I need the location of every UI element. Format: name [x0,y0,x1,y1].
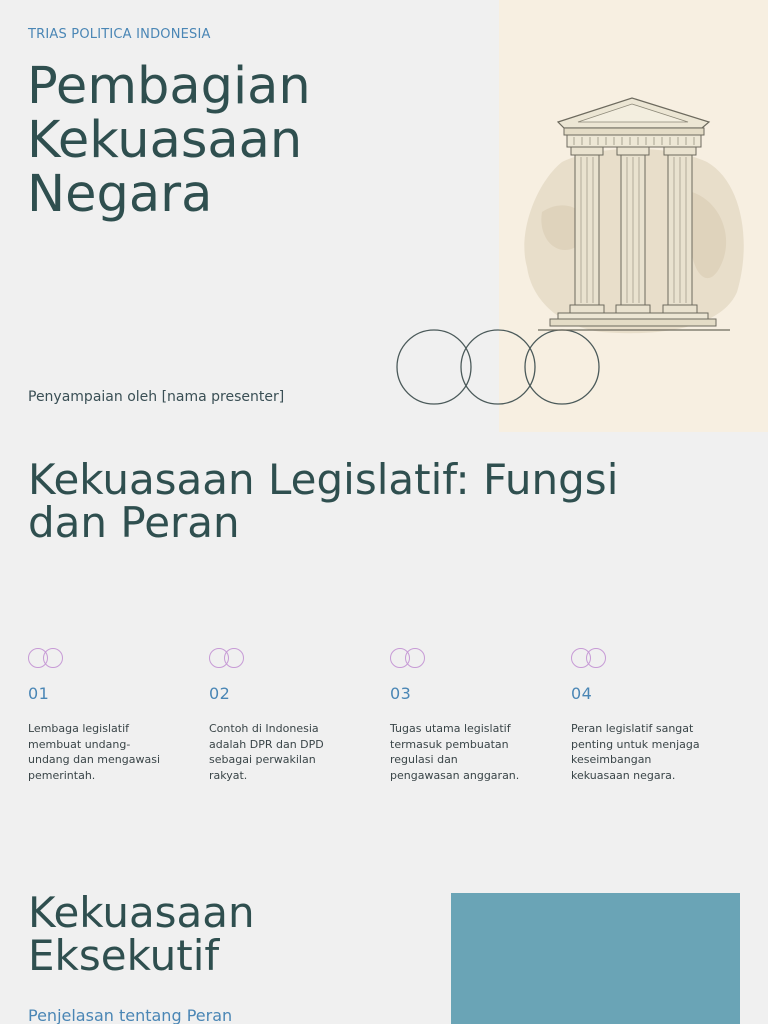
legislatif-item-03 [390,647,530,783]
double-rings-icon [571,647,607,669]
hero-title-line: Negara [27,165,213,224]
eksekutif-image-placeholder [451,893,740,1024]
double-rings-icon [209,647,245,669]
item-number: 03 [390,684,412,703]
eksekutif-title-line: Eksekutif [28,931,220,980]
double-rings-icon [28,647,64,669]
legislatif-title-line: Kekuasaan Legislatif: Fungsi [28,455,619,504]
legislatif-title [28,455,668,547]
item-number: 02 [209,684,231,703]
item-description: Lembaga legislatif membuat undang-undang dan mengawasi pemerintah. [28,722,161,782]
item-description: Contoh di Indonesia adalah DPR dan DPD sebagai perwakilan rakyat. [209,722,324,782]
legislatif-item-04 [571,647,711,783]
hero-title-line: Pembagian [27,57,311,116]
item-description: Peran legislatif sangat penting untuk menjaga keseimbangan kekuasaan negara. [571,722,700,782]
legislatif-item-01 [28,647,168,783]
hero-title-line: Kekuasaan [27,111,303,170]
hero-title [27,57,467,224]
double-rings-icon [390,647,426,669]
presenter-line: Penyampaian oleh [nama presenter] [28,389,285,405]
greek-temple-pillars-icon [512,92,752,342]
item-description: Tugas utama legislatif termasuk pembuatan regulasi dan pengawasan anggaran. [390,722,520,782]
hero-eyebrow: TRIAS POLITICA INDONESIA [28,27,211,42]
legislatif-title-line: dan Peran [28,498,240,547]
item-number: 01 [28,684,50,703]
eksekutif-title-line: Kekuasaan [28,888,255,937]
eksekutif-subtitle: Penjelasan tentang Peran [28,1006,233,1024]
legislatif-item-02 [209,647,349,783]
item-number: 04 [571,684,593,703]
eksekutif-title [28,888,428,980]
